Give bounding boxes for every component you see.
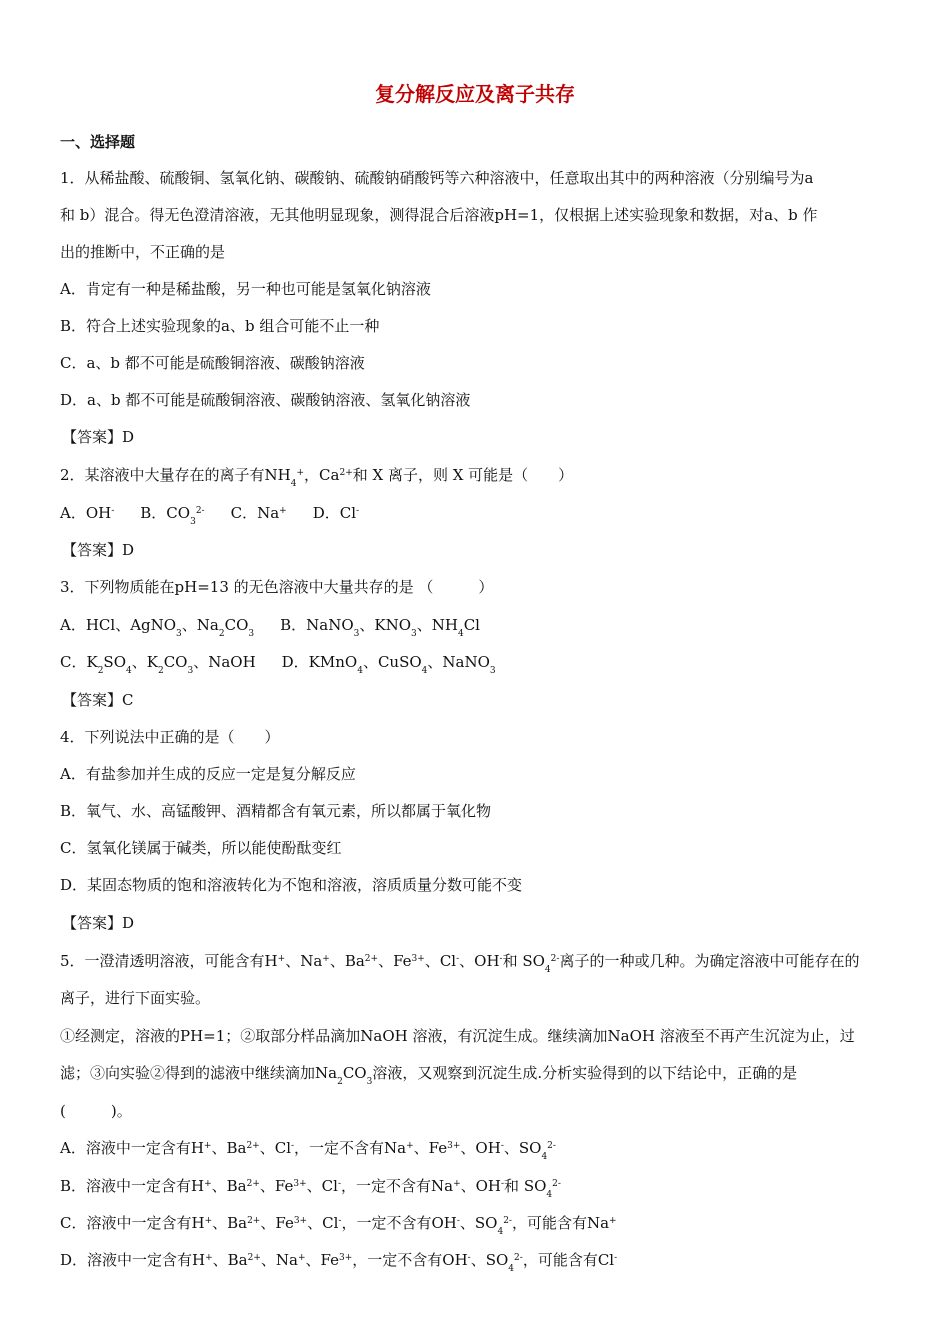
- q5-text: 、OH: [460, 1139, 501, 1157]
- superscript: 3+: [293, 1216, 308, 1226]
- q3-text: 、KNO: [359, 616, 411, 634]
- q3-options-ab: [60, 615, 480, 639]
- superscript: -: [456, 954, 460, 964]
- superscript: -: [501, 1179, 505, 1189]
- q5-text: 、Fe: [305, 1251, 339, 1269]
- q2-answer: 【答案】D: [62, 541, 135, 559]
- q1-stem-line2: 和 b）混合。得无色澄清溶液，无其他明显现象，测得混合后溶液pH=1，仅根据上述实验现象和数据，对a、b 作: [60, 206, 818, 224]
- superscript: 2-: [503, 1216, 512, 1226]
- q5-text: B．溶液中一定含有H: [60, 1177, 205, 1195]
- q3-text: 、K: [131, 653, 158, 671]
- q5-option-b: [60, 1176, 561, 1200]
- q5-text: ，可能含有Na: [511, 1214, 610, 1232]
- superscript: -: [356, 506, 360, 516]
- q4-answer: 【答案】D: [62, 914, 135, 932]
- superscript: +: [453, 1179, 461, 1189]
- q2-options: [60, 503, 360, 527]
- subscript: 3: [187, 666, 194, 676]
- subscript: 4: [508, 1264, 515, 1274]
- subscript: 4: [290, 479, 297, 489]
- superscript: 2-: [552, 1179, 561, 1189]
- superscript: 2-: [195, 506, 205, 516]
- q5-stem-line5: ( )。: [60, 1102, 132, 1120]
- subscript: 4: [126, 666, 132, 676]
- q5-text: 、Cl: [306, 1177, 338, 1195]
- q5-option-d: [60, 1250, 618, 1274]
- q5-text: 、Cl: [307, 1214, 339, 1232]
- q5-text: 、OH: [460, 1177, 501, 1195]
- q5-text: D．溶液中一定含有H: [60, 1251, 206, 1269]
- superscript: -: [111, 506, 115, 516]
- q1-stem-line3: 出的推断中，不正确的是: [60, 243, 226, 261]
- q5-text: 、Fe: [413, 1139, 448, 1157]
- q5-text: ，一定不含有Na: [294, 1139, 407, 1157]
- subscript: 3: [353, 629, 360, 639]
- q1-option-b: B．符合上述实验现象的a、b 组合可能不止一种: [60, 317, 380, 335]
- q2-text: 和 X 离子，则 X 可能是（ ）: [352, 466, 574, 484]
- q3-text: SO: [103, 653, 126, 671]
- subscript: 4: [546, 1190, 553, 1200]
- subscript: 4: [497, 1227, 504, 1237]
- superscript: -: [338, 1216, 342, 1226]
- q5-text: 、SO: [470, 1251, 509, 1269]
- q5-text: 、Ba: [211, 1139, 247, 1157]
- superscript: 3+: [293, 1179, 307, 1189]
- q5-text: 、SO: [503, 1139, 542, 1157]
- superscript: +: [203, 1141, 212, 1151]
- q1-stem-line1: 1．从稀盐酸、硫酸铜、氢氧化钠、碳酸钠、硫酸钠硝酸钙等六种溶液中，任意取出其中的两种溶液（分别编号为a: [60, 169, 814, 187]
- superscript: -: [500, 1141, 504, 1151]
- superscript: +: [322, 954, 330, 964]
- superscript: -: [467, 1253, 471, 1263]
- q1-option-c: C．a、b 都不可能是硫酸铜溶液、碳酸钠溶液: [60, 354, 365, 372]
- q5-text: 、Ba: [329, 952, 365, 970]
- superscript: +: [297, 1253, 306, 1263]
- superscript: -: [614, 1253, 618, 1263]
- superscript: +: [205, 1253, 213, 1263]
- subscript: 3: [176, 629, 182, 639]
- q2-option-a: A．OH: [60, 504, 112, 522]
- superscript: +: [296, 468, 305, 478]
- subscript: 2: [337, 1077, 343, 1087]
- q3-text: 、NH: [416, 616, 458, 634]
- superscript: -: [291, 1141, 295, 1151]
- subscript: 3: [190, 517, 196, 527]
- q3-options-cd: [60, 652, 496, 676]
- q4-option-b: B．氧气、水、高锰酸钾、酒精都含有氧元素，所以都属于氧化物: [60, 802, 492, 820]
- q2-text: ，Ca: [304, 466, 340, 484]
- superscript: 3+: [447, 1141, 461, 1151]
- q3-text: 、NaOH: [193, 653, 256, 671]
- q3-text: 、NaNO: [427, 653, 490, 671]
- q5-text: CO: [342, 1064, 367, 1082]
- q4-option-a: A．有盐参加并生成的反应一定是复分解反应: [60, 765, 356, 783]
- q5-text: 和 SO: [502, 952, 545, 970]
- q2-stem: [60, 465, 574, 489]
- subscript: 2: [157, 666, 164, 676]
- q1-answer: 【答案】D: [62, 428, 135, 446]
- superscript: +: [277, 954, 286, 964]
- subscript: 4: [541, 1152, 548, 1162]
- q5-text: ，一定不含有OH: [341, 1214, 457, 1232]
- superscript: +: [609, 1216, 617, 1226]
- superscript: -: [456, 1216, 460, 1226]
- superscript: +: [406, 1141, 414, 1151]
- q2-option-d: D．Cl: [312, 504, 356, 522]
- q3-text: 、Na: [181, 616, 219, 634]
- superscript: 2-: [514, 1253, 523, 1263]
- superscript: 2-: [550, 954, 560, 964]
- q5-text: 、Ba: [211, 1177, 247, 1195]
- q1-option-a: A．肯定有一种是稀盐酸，另一种也可能是氢氧化钠溶液: [60, 280, 431, 298]
- q3-option-b: B．NaNO: [280, 616, 354, 634]
- q5-text: ，一定不含有OH: [352, 1251, 468, 1269]
- q5-text: 、OH: [459, 952, 500, 970]
- superscript: 2+: [246, 1179, 260, 1189]
- superscript: 2-: [547, 1141, 556, 1151]
- q2-text: 2．某溶液中大量存在的离子有NH: [60, 466, 291, 484]
- q4-option-c: C．氢氧化镁属于碱类，所以能使酚酞变红: [60, 839, 342, 857]
- q5-text: ，可能含有Cl: [522, 1251, 615, 1269]
- superscript: 3+: [411, 954, 425, 964]
- superscript: 2+: [246, 1141, 260, 1151]
- q5-text: 、Na: [285, 952, 323, 970]
- q5-text: ，一定不含有Na: [340, 1177, 454, 1195]
- q5-text: 、Ba: [212, 1251, 248, 1269]
- subscript: 3: [248, 629, 255, 639]
- q5-text: 、Fe: [260, 1214, 294, 1232]
- subscript: 4: [357, 666, 363, 676]
- superscript: -: [337, 1179, 341, 1189]
- q5-text: 、Fe: [259, 1177, 294, 1195]
- q3-answer: 【答案】C: [62, 691, 134, 709]
- q5-stem-line1: [60, 951, 860, 975]
- section-heading: 一、选择题: [60, 133, 136, 151]
- superscript: +: [204, 1216, 213, 1226]
- q2-option-b: B．CO: [140, 504, 191, 522]
- q5-stem-line4: [60, 1063, 798, 1087]
- subscript: 3: [366, 1077, 373, 1087]
- q5-option-c: [60, 1213, 617, 1237]
- q4-option-d: D．某固态物质的饱和溶液转化为不饱和溶液，溶质质量分数可能不变: [60, 876, 523, 894]
- superscript: 2+: [339, 468, 353, 478]
- q3-option-d: D．KMnO: [281, 653, 358, 671]
- superscript: +: [204, 1179, 212, 1189]
- q5-text: A．溶液中一定含有H: [60, 1139, 204, 1157]
- q5-text: 、Fe: [378, 952, 412, 970]
- q5-text: 、SO: [459, 1214, 498, 1232]
- superscript: 3+: [339, 1253, 353, 1263]
- q5-text: C．溶液中一定含有H: [60, 1214, 205, 1232]
- q5-text: 、Na: [260, 1251, 298, 1269]
- q5-stem-line2: 离子，进行下面实验。: [60, 989, 211, 1007]
- q5-text: 5．一澄清透明溶液，可能含有H: [60, 952, 278, 970]
- superscript: 2+: [247, 1216, 261, 1226]
- q3-text: 、CuSO: [362, 653, 422, 671]
- page-title: 复分解反应及离子共存: [375, 82, 575, 106]
- subscript: 2: [218, 629, 225, 639]
- q5-text: 离子的一种或几种。为确定溶液中可能存在的: [559, 952, 860, 970]
- q5-stem-line3: ①经测定，溶液的PH=1；②取部分样品滴加NaOH 溶液，有沉淀生成。继续滴加NaOH 溶液至不再产生沉淀为止，过: [60, 1027, 855, 1045]
- q3-text: Cl: [463, 616, 480, 634]
- subscript: 2: [97, 666, 104, 676]
- q3-option-c: C．K: [60, 653, 98, 671]
- subscript: 3: [489, 666, 496, 676]
- subscript: 3: [411, 629, 417, 639]
- superscript: +: [279, 506, 287, 516]
- q3-stem: 3．下列物质能在pH=13 的无色溶液中大量共存的是 （ ）: [60, 578, 494, 596]
- superscript: 2+: [364, 954, 379, 964]
- superscript: 2+: [247, 1253, 261, 1263]
- q4-stem: 4．下列说法中正确的是（ ）: [60, 728, 280, 746]
- subscript: 4: [544, 965, 551, 975]
- q5-text: 、Cl: [259, 1139, 291, 1157]
- q2-option-c: C．Na: [230, 504, 280, 522]
- subscript: 4: [421, 666, 428, 676]
- q5-text: 、Cl: [424, 952, 457, 970]
- q5-option-a: [60, 1138, 556, 1162]
- superscript: -: [499, 954, 503, 964]
- subscript: 4: [457, 629, 464, 639]
- q5-text: 、Ba: [212, 1214, 248, 1232]
- q5-text: 和 SO: [504, 1177, 547, 1195]
- q5-text: 滤；③向实验②得到的滤液中继续滴加Na: [60, 1064, 338, 1082]
- q3-text: CO: [163, 653, 188, 671]
- q1-option-d: D．a、b 都不可能是硫酸铜溶液、碳酸钠溶液、氢氧化钠溶液: [60, 391, 471, 409]
- q5-text: 溶液，又观察到沉淀生成.分析实验得到的以下结论中，正确的是: [372, 1064, 798, 1082]
- q3-option-a: A．HCl、AgNO: [60, 616, 177, 634]
- q3-text: CO: [224, 616, 249, 634]
